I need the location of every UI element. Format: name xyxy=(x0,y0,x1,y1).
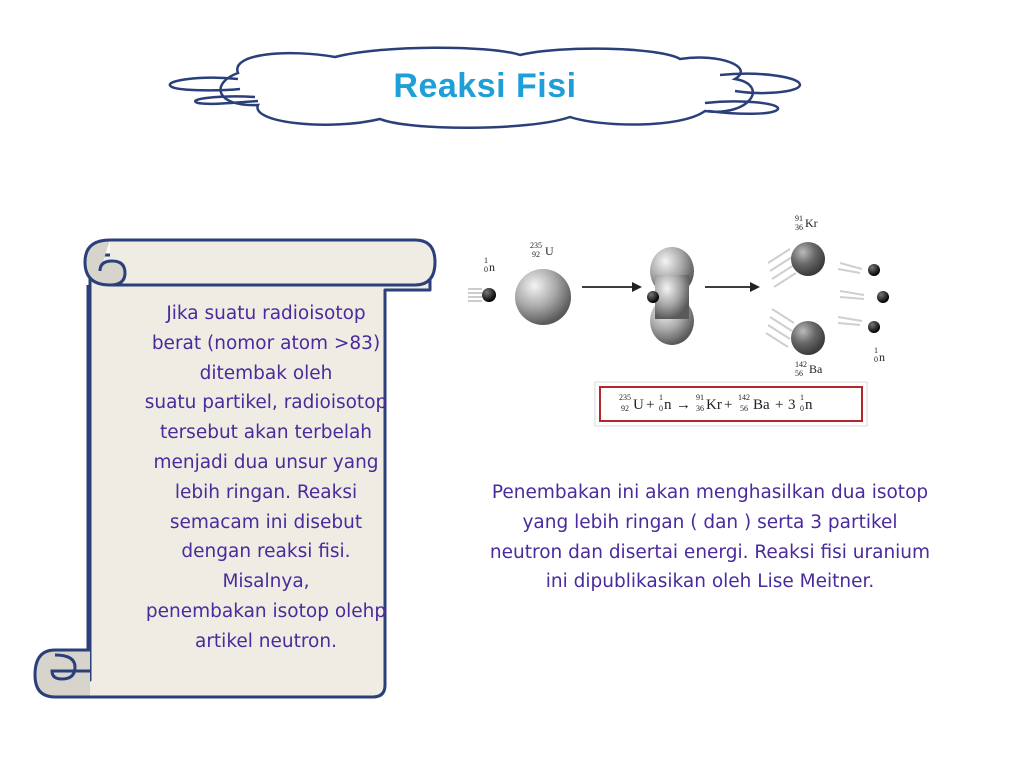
svg-text:3: 3 xyxy=(788,397,796,413)
svg-text:Ba: Ba xyxy=(753,397,770,413)
svg-text:U: U xyxy=(633,397,644,413)
svg-text:91: 91 xyxy=(696,393,704,402)
reaction-arrow xyxy=(582,282,642,292)
svg-text:142: 142 xyxy=(738,393,750,402)
scroll-line: menjadi dua unsur yang xyxy=(153,451,379,473)
svg-text:36: 36 xyxy=(696,404,704,413)
svg-text:56: 56 xyxy=(740,404,748,413)
svg-text:n: n xyxy=(664,397,672,413)
svg-text:1: 1 xyxy=(800,393,804,402)
fission-equation xyxy=(595,382,867,426)
scroll-line: ditembak oleh xyxy=(199,362,333,384)
svg-text:n: n xyxy=(879,350,885,364)
splitting-nucleus xyxy=(647,247,694,345)
svg-text:+: + xyxy=(646,397,655,413)
slide-title: Reaksi Fisi xyxy=(393,67,577,105)
description-line: yang lebih ringan ( dan ) serta 3 partikel xyxy=(522,511,898,533)
svg-text:1: 1 xyxy=(874,346,878,355)
svg-text:n: n xyxy=(489,260,495,274)
svg-text:+: + xyxy=(775,397,784,413)
svg-text:Ba: Ba xyxy=(809,362,823,376)
scroll-line: Misalnya, xyxy=(222,571,310,593)
scroll-line: artikel neutron. xyxy=(194,630,337,652)
krypton-nucleus xyxy=(791,214,825,276)
scroll-line: suatu partikel, radioisotop xyxy=(144,392,388,414)
svg-text:36: 36 xyxy=(795,223,803,232)
svg-text:n: n xyxy=(805,397,813,413)
svg-text:0: 0 xyxy=(484,265,488,274)
svg-text:→: → xyxy=(676,397,691,413)
scroll-line: berat (nomor atom >83) xyxy=(151,332,381,354)
outgoing-neutrons xyxy=(868,264,889,364)
description-line: Penembakan ini akan menghasilkan dua isotop xyxy=(491,482,929,503)
svg-text:U: U xyxy=(545,244,554,258)
svg-text:56: 56 xyxy=(795,369,803,378)
scroll-line: dengan reaksi fisi. xyxy=(181,541,351,563)
svg-text:+: + xyxy=(724,397,733,413)
scroll-line: penembakan isotop olehp xyxy=(145,600,387,622)
svg-text:0: 0 xyxy=(800,404,804,413)
svg-text:Kr: Kr xyxy=(805,216,818,230)
svg-text:0: 0 xyxy=(874,355,878,364)
svg-text:92: 92 xyxy=(621,404,629,413)
scroll-line: lebih ringan. Reaksi xyxy=(174,481,358,503)
svg-text:142: 142 xyxy=(795,360,807,369)
incoming-neutron xyxy=(468,256,496,302)
uranium-nucleus xyxy=(515,241,571,325)
description-text xyxy=(455,478,965,597)
scroll-text xyxy=(125,299,407,657)
description-line: neutron dan disertai energi. Reaksi fisi uranium xyxy=(489,541,931,563)
scroll-panel xyxy=(30,235,440,705)
fission-illustration xyxy=(460,205,900,435)
svg-text:1: 1 xyxy=(659,393,663,402)
title-cloud xyxy=(160,45,810,135)
svg-text:235: 235 xyxy=(530,241,542,250)
reaction-arrow xyxy=(705,282,760,292)
svg-text:235: 235 xyxy=(619,393,631,402)
scroll-line: tersebut akan terbelah xyxy=(159,422,373,444)
barium-nucleus xyxy=(791,321,825,378)
svg-text:91: 91 xyxy=(795,214,803,223)
svg-text:Kr: Kr xyxy=(706,397,722,413)
fission-diagram xyxy=(460,205,900,435)
scroll-line: semacam ini disebut xyxy=(169,511,363,533)
svg-text:0: 0 xyxy=(659,404,663,413)
scroll-line: Jika suatu radioisotop xyxy=(166,303,366,324)
svg-text:1: 1 xyxy=(484,256,488,265)
description-line: ini dipublikasikan oleh Lise Meitner. xyxy=(545,571,875,593)
svg-text:92: 92 xyxy=(532,250,540,259)
